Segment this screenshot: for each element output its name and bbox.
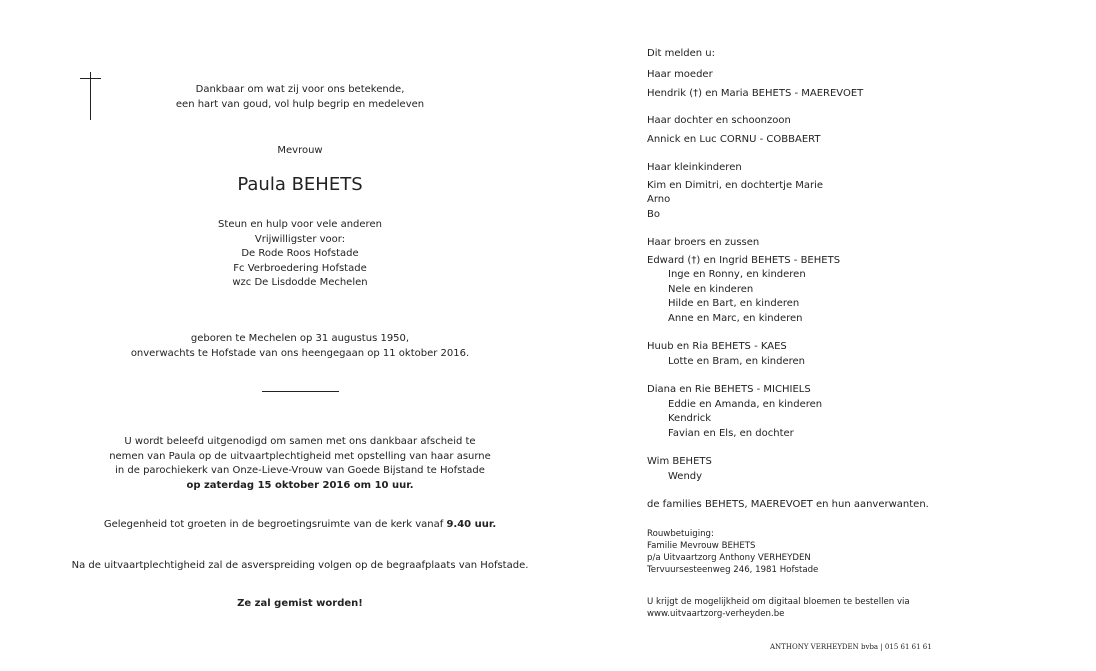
footer-company: ANTHONY VERHEYDEN bvba | 015 61 61 61	[770, 643, 932, 651]
deceased-name: Paula BEHETS	[237, 174, 363, 195]
website-link[interactable]: www.uitvaartzorg-verheyden.be	[647, 609, 785, 619]
invitation-text: U wordt beleefd uitgenodigd om samen met ons dankbaar afscheid te nemen van Paula op de uitvaartplechtigheid met opstelling van haar asurne in de parochiekerk van Onze-Lieve-Vrouw van Goede Bijstand te Hofstade op zaterdag 15 oktober 2016 om 10 uur.	[40, 435, 560, 493]
missed-text: Ze zal gemist worden!	[237, 598, 363, 609]
title: Mevrouw	[277, 145, 323, 156]
birth-death-text: geboren te Mechelen op 31 augustus 1950, onverwachts te Hofstade van ons heengegaan op 11 oktober 2016.	[130, 333, 470, 359]
ceremony-date: op zaterdag 15 oktober 2016 om 10 uur.	[186, 479, 414, 491]
intro-text: Dankbaar om wat zij voor ons betekende, een hart van goud, vol hulp begrip en medeleven	[175, 84, 425, 110]
siblings-section: Haar broers en zussen Edward (†) en Ingrid BEHETS - BEHETS Inge en Ronny, en kinderen Nele en kinderen Hilde en Bart, en kinderen Anne en Marc, en kinderen	[647, 237, 841, 324]
divider-line	[262, 391, 339, 392]
scattering-text: Na de uitvaartplechtigheid zal de asverspreiding volgen op de begraafplaats van Hofstade.	[71, 560, 529, 571]
greeting-text: Gelegenheid tot groeten in de begroetingsruimte van de kerk vanaf 9.40 uur.	[103, 519, 497, 530]
support-text: Steun en hulp voor vele anderen Vrijwilligster voor: De Rode Roos Hofstade Fc Verbroedering Hofstade wzc De Lisdodde Mechelen	[218, 219, 382, 288]
wim-section: Wim BEHETS Wendy	[647, 456, 712, 482]
flowers-text: U krijgt de mogelijkheid om digitaal bloemen te bestellen via www.uitvaartzorg-verheyden.be	[647, 596, 1067, 620]
announce-text: Dit melden u:	[647, 48, 715, 59]
cross-icon-bar	[80, 78, 101, 79]
grandchildren-section: Haar kleinkinderen Kim en Dimitri, en dochtertje Marie Arno Bo	[647, 162, 824, 220]
families-text: de families BEHETS, MAEREVOET en hun aanverwanten.	[647, 499, 929, 510]
diana-section: Diana en Rie BEHETS - MICHIELS Eddie en Amanda, en kinderen Kendrick Favian en Els, en dochter	[647, 384, 823, 439]
mother-section: Haar moeder Hendrik (†) en Maria BEHETS - MAEREVOET	[647, 69, 864, 99]
condolence-address: Rouwbetuiging: Familie Mevrouw BEHETS p/a Uitvaartzorg Anthony VERHEYDEN Tervuursesteenweg 246, 1981 Hofstade	[647, 529, 819, 575]
huub-section: Huub en Ria BEHETS - KAES Lotte en Bram, en kinderen	[647, 341, 806, 367]
daughter-section: Haar dochter en schoonzoon Annick en Luc CORNU - COBBAERT	[647, 115, 821, 145]
